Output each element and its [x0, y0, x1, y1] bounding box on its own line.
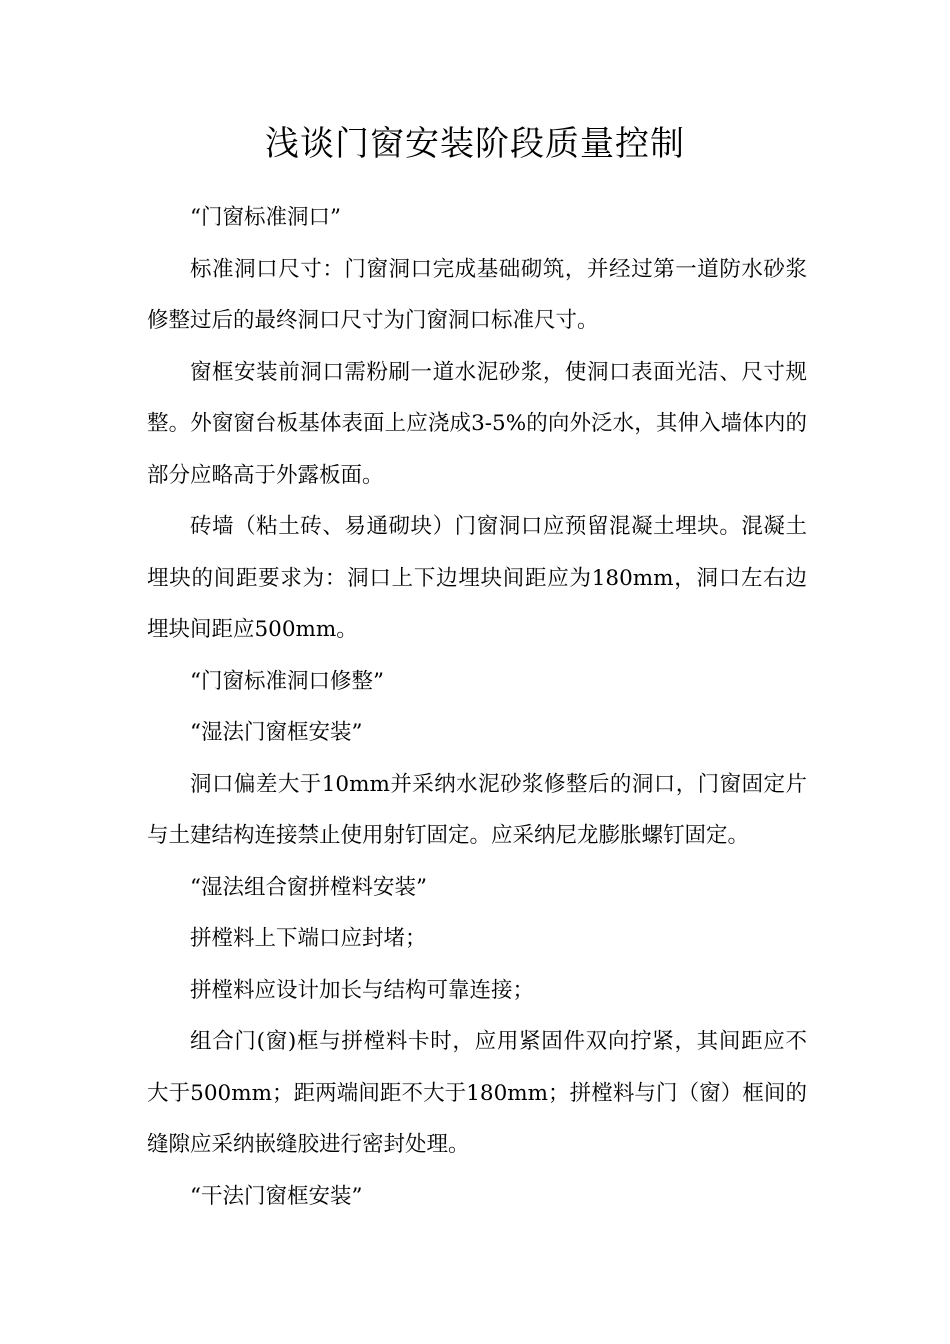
paragraph-plastering: 窗框安装前洞口需粉刷一道水泥砂浆，使洞口表面光洁、尺寸规整。外窗窗台板基体表面上应浇成3-5%的向外泛水，其伸入墙体内的部分应略高于外露板面。 [147, 359, 807, 488]
paragraph-mullion-sealing: 拼樘料上下端口应封堵； [190, 926, 427, 951]
paragraph-heading-mullion: “湿法组合窗拼樘料安装” [190, 874, 427, 900]
paragraph-concrete-blocks: 砖墙（粘土砖、易通砌块）门窗洞口应预留混凝土埋块。混凝土埋块的间距要求为：洞口上下边埋块间距应为180mm，洞口左右边埋块间距应500mm。 [147, 514, 807, 642]
document-title: 浅谈门窗安装阶段质量控制 [265, 124, 685, 164]
paragraph-opening-size: 标准洞口尺寸：门窗洞口完成基础砌筑，并经过第一道防水砂浆修整过后的最终洞口尺寸为门窗洞口标准尺寸。 [147, 256, 807, 333]
paragraph-mullion-fastening: 组合门(窗)框与拼樘料卡时，应用紧固件双向拧紧，其间距应不大于500mm；距两端间距不大于180mm；拼樘料与门（窗）框间的缝隙应采纳嵌缝胶进行密封处理。 [147, 1029, 807, 1157]
paragraph-heading-wet-frame: “湿法门窗框安装” [190, 720, 363, 745]
document-body [147, 192, 807, 1222]
paragraph-mullion-length: 拼樘料应设计加长与结构可靠连接； [190, 977, 535, 1003]
paragraph-heading-standard-opening: “门窗标准洞口” [190, 205, 341, 230]
paragraph-heading-opening-repair: “门窗标准洞口修整” [190, 668, 384, 694]
paragraph-heading-dry-frame: “干法门窗框安装” [190, 1183, 363, 1209]
paragraph-wet-frame-fixing: 洞口偏差大于10mm并采纳水泥砂浆修整后的洞口，门窗固定片与土建结构连接禁止使用射钉固定。应采纳尼龙膨胀螺钉固定。 [147, 771, 807, 848]
